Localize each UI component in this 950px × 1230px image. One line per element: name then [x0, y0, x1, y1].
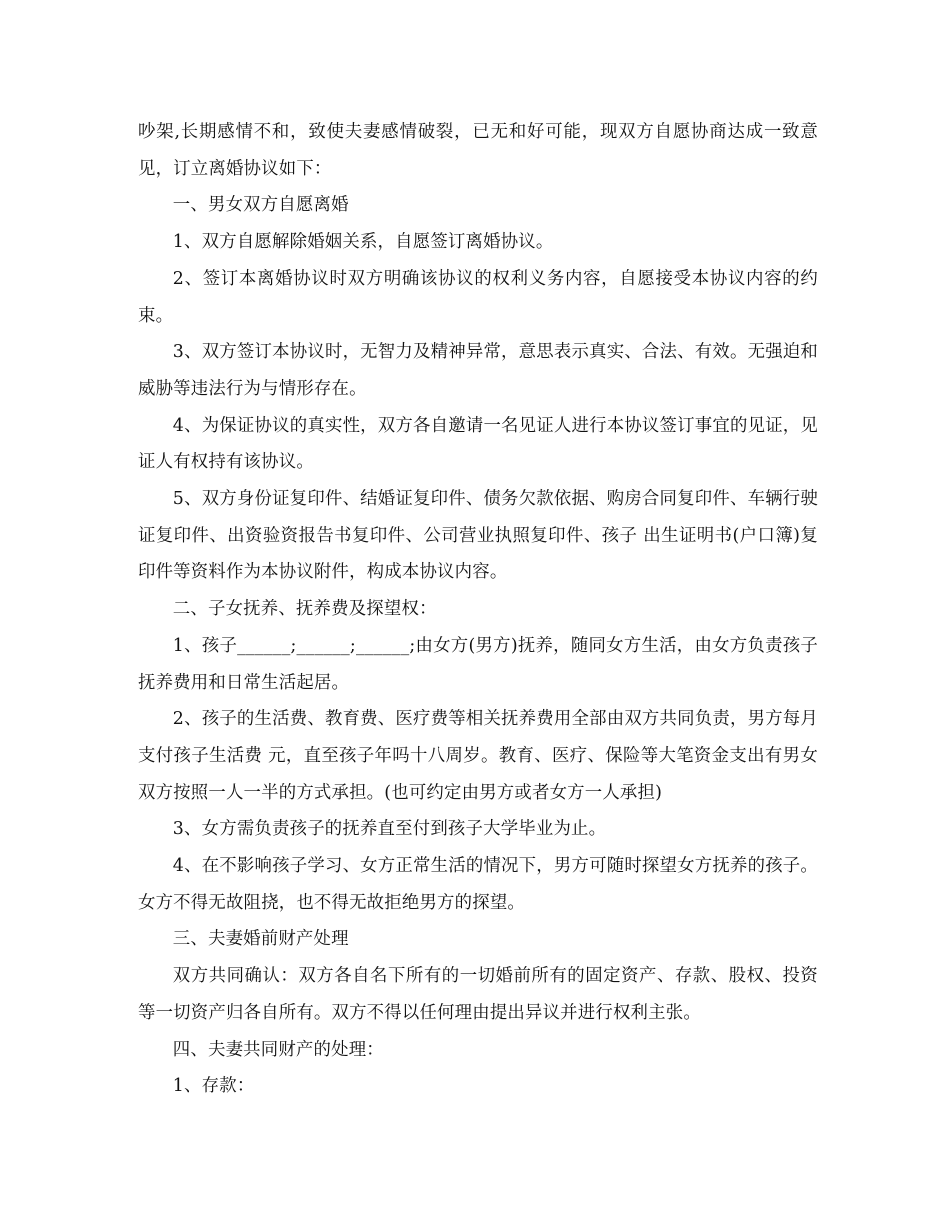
section-heading-3: 三、夫妻婚前财产处理	[172, 929, 349, 950]
clause-2-2: 2、孩子的生活费、教育费、医疗费等相关抚养费用全部由双方共同负责，男方每月支付孩子生活费 元，直至孩子年吗十八周岁。教育、医疗、保险等大笔资金支出有男女双方按照一人一半的方式承担。(也可约定由男方或者女方一人承担)	[138, 709, 818, 803]
clause-1-3: 3、双方签订本协议时，无智力及精神异常，意思表示真实、合法、有效。无强迫和威胁等违法行为与情形存在。	[138, 342, 818, 399]
clause-2-1: 1、孩子______;______;______;由女方(男方)抚养，随同女方生活，由女方负责孩子抚养费用和日常生活起居。	[138, 635, 818, 693]
clause-3-body: 双方共同确认：双方各自名下所有的一切婚前所有的固定资产、存款、股权、投资等一切资产归各自所有。双方不得以任何理由提出异议并进行权利主张。	[138, 966, 818, 1023]
section-heading-4: 四、夫妻共同财产的处理：	[172, 1039, 384, 1060]
clause-1-4: 4、为保证协议的真实性，双方各自邀请一名见证人进行本协议签订事宜的见证，见证人有权持有该协议。	[138, 415, 818, 473]
document-body	[138, 114, 818, 1105]
section-heading-1: 一、男女双方自愿离婚	[172, 195, 349, 216]
paragraph-intro-continuation: 吵架,长期感情不和，致使夫妻感情破裂，已无和好可能，现双方自愿协商达成一致意见，订立离婚协议如下：	[138, 122, 818, 179]
clause-4-1: 1、存款：	[172, 1076, 255, 1097]
section-heading-2: 二、子女抚养、抚养费及探望权：	[172, 599, 437, 620]
clause-1-1: 1、双方自愿解除婚姻关系，自愿签订离婚协议。	[172, 232, 554, 253]
clause-1-5: 5、双方身份证复印件、结婚证复印件、债务欠款依据、购房合同复印件、车辆行驶证复印件、出资验资报告书复印件、公司营业执照复印件、孩子 出生证明书(户口簿)复印件等资料作为本协议附件，构成本协议内容。	[138, 489, 818, 583]
clause-1-2: 2、签订本离婚协议时双方明确该协议的权利义务内容，自愿接受本协议内容的约束。	[138, 268, 818, 326]
clause-2-3: 3、女方需负责孩子的抚养直至付到孩子大学毕业为止。	[172, 819, 607, 840]
clause-2-4: 4、在不影响孩子学习、女方正常生活的情况下，男方可随时探望女方抚养的孩子。女方不得无故阻挠，也不得无故拒绝男方的探望。	[138, 856, 818, 913]
